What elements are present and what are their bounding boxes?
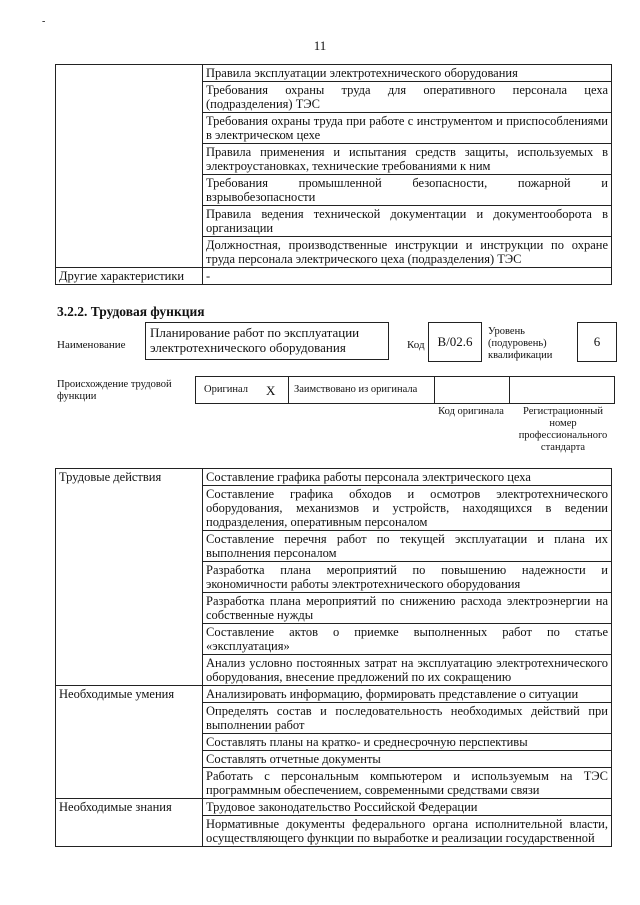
original-mark: X: [266, 383, 276, 398]
other-value: -: [203, 268, 612, 285]
other-label: Другие характеристики: [56, 268, 203, 285]
group-item: Анализ условно постоянных затрат на эксплуатацию электротехнического оборудования, внесение предложений по их сокращению: [203, 655, 612, 686]
code-label: Код: [407, 339, 425, 351]
code-value: B/02.6: [428, 322, 482, 362]
code-orig-caption: Код оригинала: [438, 406, 504, 417]
requirement-item: Требования охраны труда при работе с инструментом и приспособлениями в электрическом цехе: [203, 113, 612, 144]
origin-row: [195, 376, 615, 404]
group-item: Анализировать информацию, формировать представление о ситуации: [203, 686, 612, 703]
origin-label: Происхождение трудовой функции: [57, 379, 172, 402]
requirement-item: Правила ведения технической документации и документооборота в организации: [203, 206, 612, 237]
group-item: Определять состав и последовательность необходимых действий при выполнении работ: [203, 703, 612, 734]
divider: [509, 377, 510, 404]
group-item: Составлять отчетные документы: [203, 751, 612, 768]
level-value: 6: [577, 322, 617, 362]
requirement-item: Правила эксплуатации электротехнического оборудования: [203, 65, 612, 82]
original-label: Оригинал: [204, 384, 248, 395]
page-number: 11: [313, 38, 327, 53]
requirement-item: Правила применения и испытания средств защиты, используемых в электроустановках, технические требованиями к ним: [203, 144, 612, 175]
row-label-empty: [56, 65, 203, 268]
table-row: [56, 686, 612, 703]
group-item: Разработка плана мероприятий по повышению надежности и экономичности работы электротехнического оборудования: [203, 562, 612, 593]
name-label: Наименование: [57, 339, 126, 351]
requirement-item: Требования охраны труда для оперативного персонала цеха (подразделения) ТЭС: [203, 82, 612, 113]
table-row: [56, 799, 612, 816]
group-item: Составление графика работы персонала электрического цеха: [203, 469, 612, 486]
table-row: [56, 268, 612, 285]
group-item: Трудовое законодательство Российской Федерации: [203, 799, 612, 816]
group-label: Необходимые знания: [56, 799, 203, 847]
group-item: Разработка плана мероприятий по снижению расхода электроэнергии на собственные нужды: [203, 593, 612, 624]
level-label: Уровень (подуровень) квалификации: [488, 326, 553, 361]
group-label: Трудовые действия: [56, 469, 203, 686]
group-label: Необходимые умения: [56, 686, 203, 799]
borrowed-label: Заимствовано из оригинала: [294, 384, 418, 395]
requirement-item: Требования промышленной безопасности, пожарной и взрывобезопасности: [203, 175, 612, 206]
group-item: Составление актов о приемке выполненных работ по статье «эксплуатация»: [203, 624, 612, 655]
divider: [434, 377, 435, 404]
group-item: Составление перечня работ по текущей эксплуатации и плана их выполнения персоналом: [203, 531, 612, 562]
table-row: [56, 469, 612, 486]
requirement-item: Должностная, производственные инструкции и инструкции по охране труда персонала электрического цеха (подразделения) ТЭС: [203, 237, 612, 268]
function-name: Планирование работ по эксплуатации электротехнического оборудования: [145, 322, 389, 360]
table-main: [55, 468, 612, 847]
table-top: [55, 64, 612, 285]
group-item: Составление графика обходов и осмотров электротехнического оборудования, механизмов и устройств, находящихся в ведении подразделения, оперативным персоналом: [203, 486, 612, 531]
group-item: Нормативные документы федерального органа исполнительной власти, осуществляющего функции по выработке и реализации государственной: [203, 816, 612, 847]
group-item: Работать с персональным компьютером и используемым на ТЭС программным обеспечением, современными средствами связи: [203, 768, 612, 799]
divider: [288, 377, 289, 404]
table-row: [56, 65, 612, 82]
corner-mark: -: [42, 16, 46, 27]
group-item: Составлять планы на кратко- и среднесрочную перспективы: [203, 734, 612, 751]
section-title: 3.2.2. Трудовая функция: [57, 304, 205, 319]
reg-caption: Регистрационный номер профессионального стандарта: [518, 406, 608, 453]
